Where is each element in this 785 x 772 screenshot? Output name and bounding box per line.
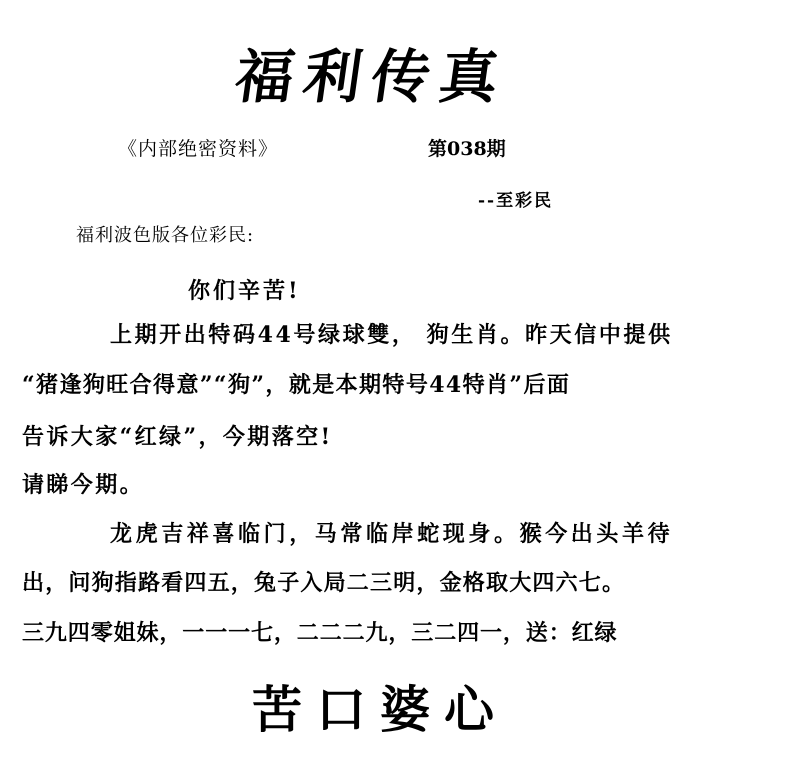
body-line: 上期开出特码44号绿球雙， 狗生肖。昨天信中提供 — [110, 322, 673, 348]
salutation: 福利波色版各位彩民: — [76, 225, 255, 246]
issue-number: 第038期 — [428, 138, 506, 160]
body-line: “猪逢狗旺合得意”“狗”，就是本期特号44特肖”后面 — [22, 372, 571, 398]
page-title: 福利传真 — [231, 43, 513, 111]
closing-phrase: 苦口婆心 — [252, 680, 508, 739]
greeting: 你们辛苦! — [188, 278, 301, 304]
confidential-label: 《内部绝密资料》 — [118, 138, 279, 160]
body-line: 龙虎吉祥喜临门，马常临岸蛇现身。猴今出头羊待 — [110, 521, 674, 547]
signature-line: --至彩民 — [478, 191, 554, 211]
body-line: 告诉大家“红绿”，今期落空! — [22, 424, 333, 450]
body-line: 三九四零姐妹，一一一七，二二二九，三二四一，送：红绿 — [22, 620, 618, 646]
body-line: 请睇今期。 — [22, 472, 145, 498]
body-line: 出，问狗指路看四五，兔子入局二三明，金格取大四六七。 — [22, 570, 626, 596]
